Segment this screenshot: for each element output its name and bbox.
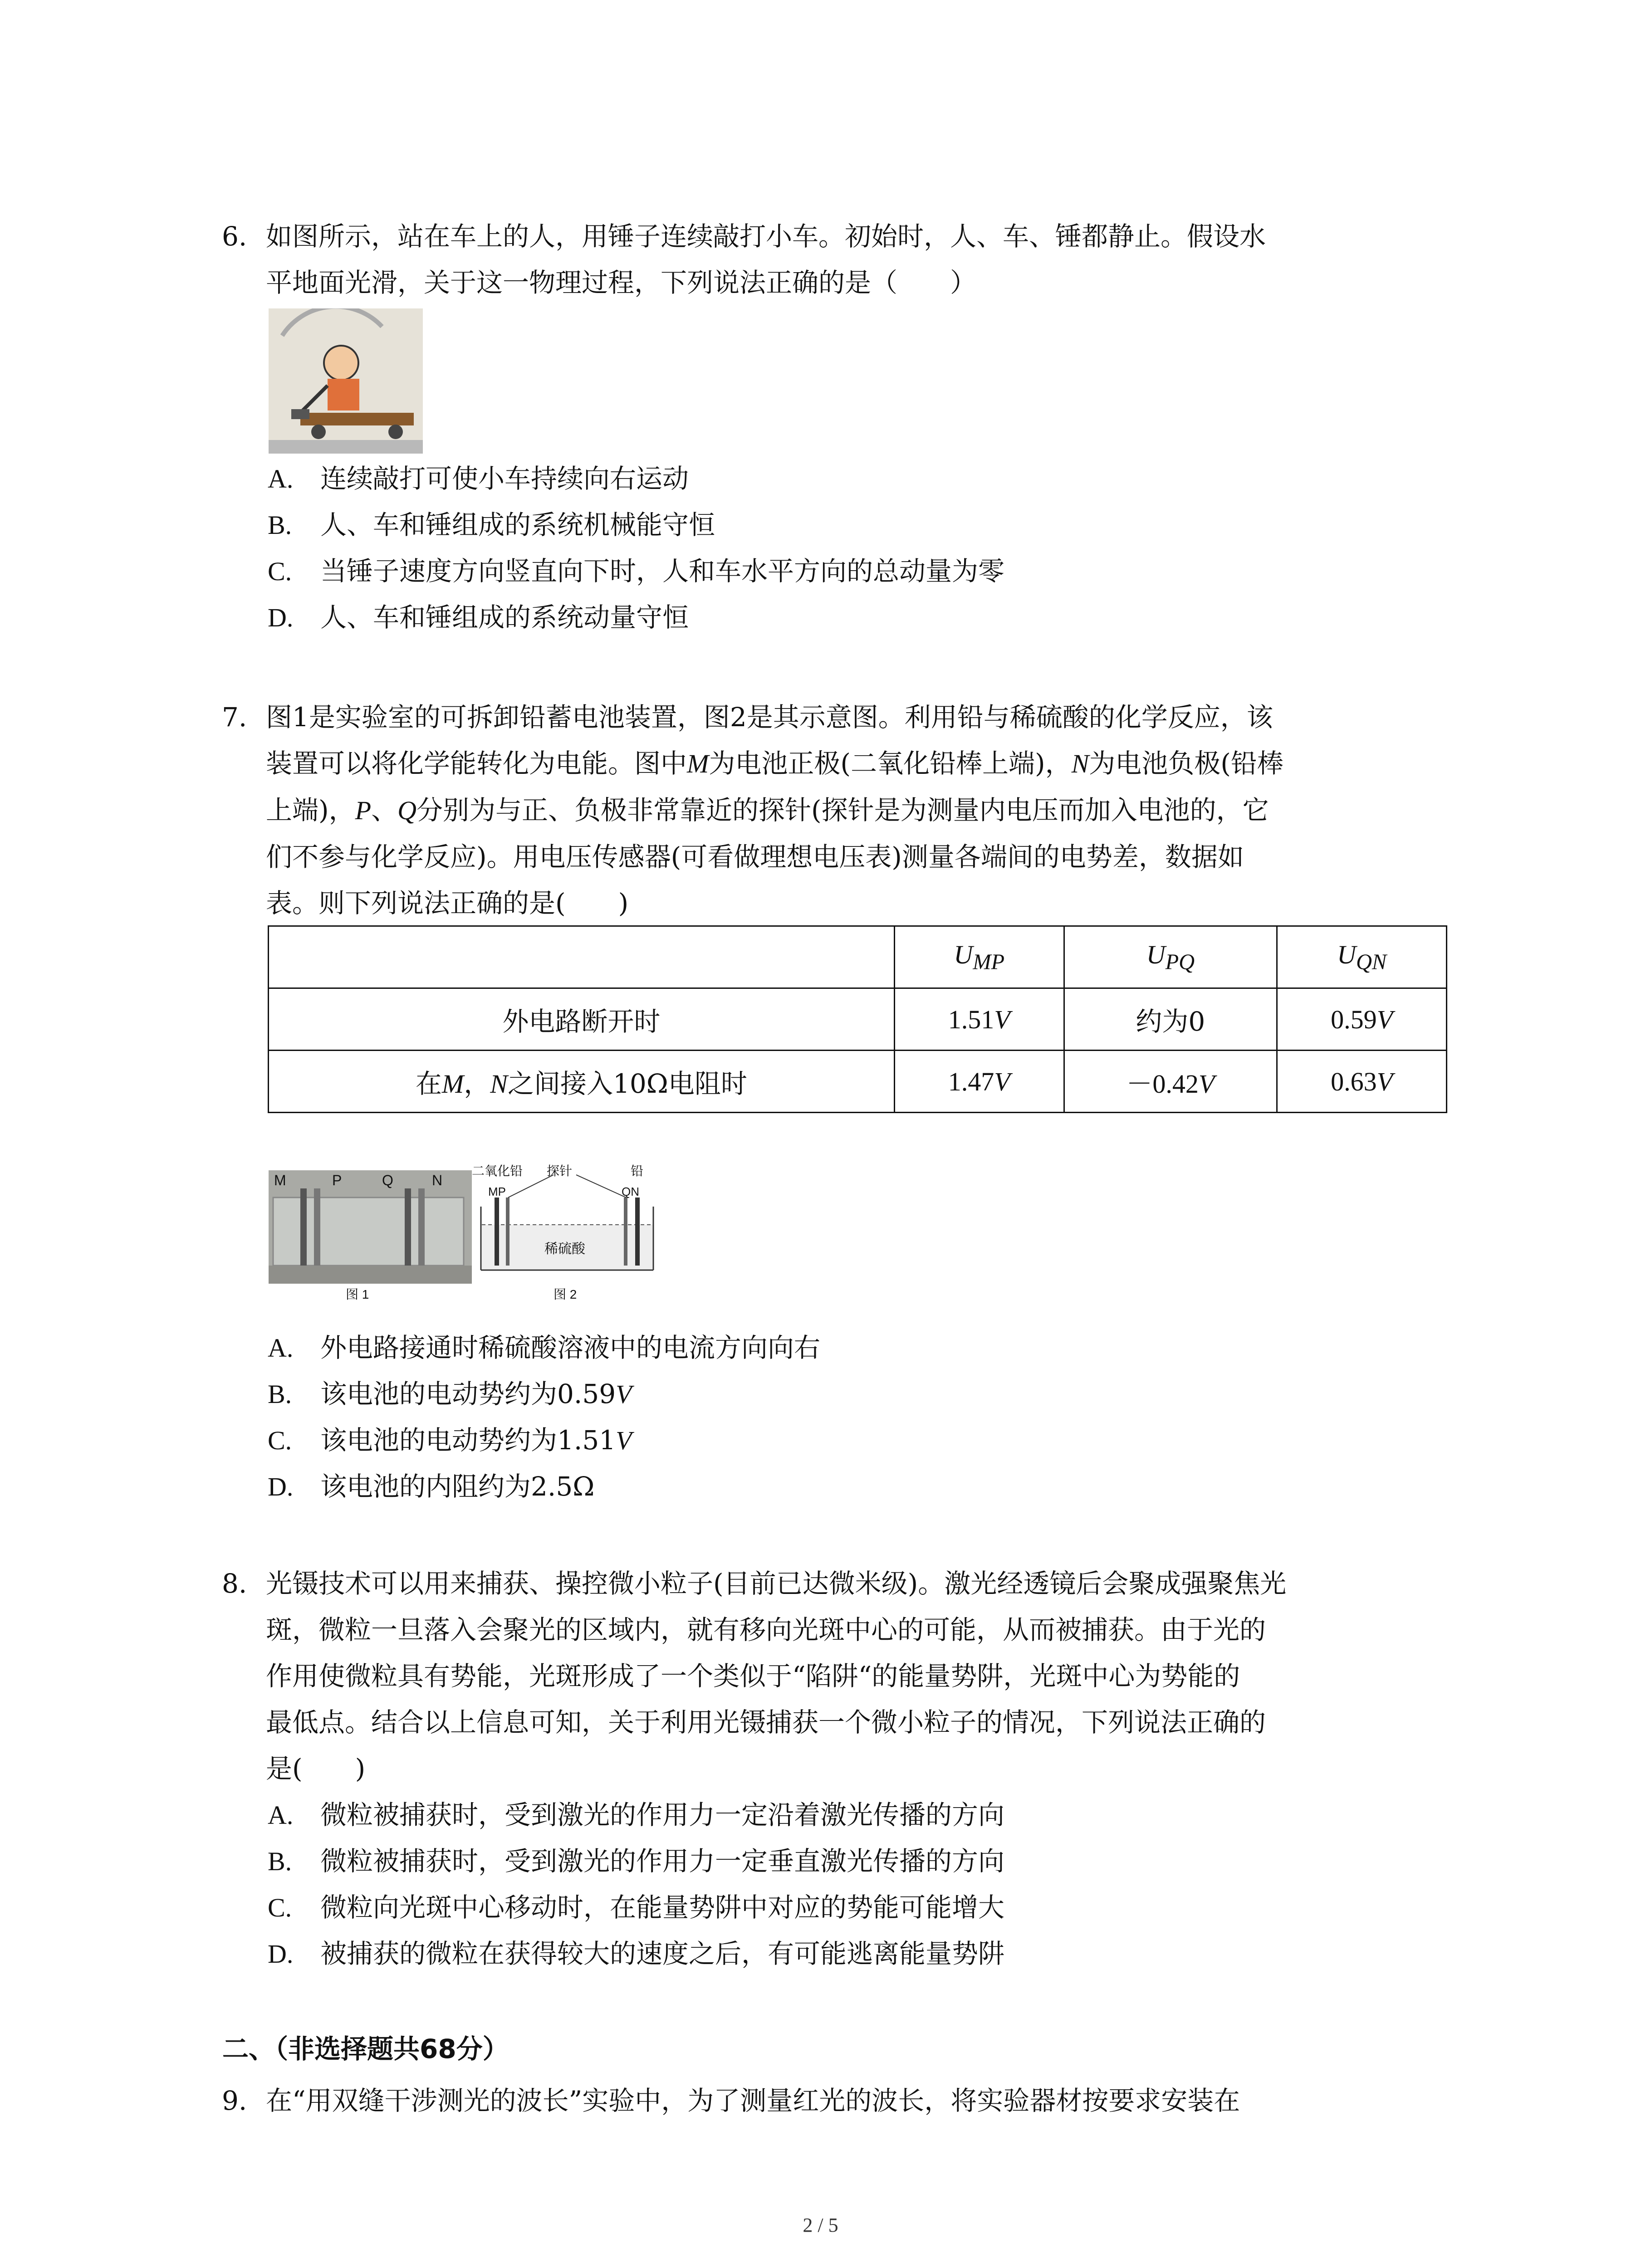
question-9-stem bbox=[222, 2077, 1461, 2124]
text-segment: ， bbox=[464, 1068, 490, 1099]
question-6-option-d[interactable] bbox=[268, 594, 689, 641]
text-segment: 上端)， bbox=[266, 795, 355, 826]
cell-unit: V bbox=[1198, 1069, 1215, 1099]
text-segment: 为电池正极(二氧化铅棒上端)， bbox=[709, 748, 1072, 779]
stem-line: 在“用双缝干涉测光的波长”实验中，为了测量红光的波长，将实验器材按要求安装在 bbox=[266, 2085, 1240, 2116]
cell-value: －0.42 bbox=[1126, 1069, 1199, 1099]
option-letter: C. bbox=[268, 1426, 292, 1455]
table-header-cell bbox=[269, 926, 895, 988]
table-cell bbox=[894, 988, 1064, 1051]
question-8-option-a[interactable] bbox=[268, 1792, 1004, 1838]
label-lead: 铅 bbox=[631, 1163, 644, 1178]
label-dilute-sulfuric-acid: 稀硫酸 bbox=[544, 1241, 585, 1257]
cell-value: 0.63 bbox=[1331, 1066, 1377, 1096]
option-letter: B. bbox=[268, 1847, 292, 1876]
option-letter: A. bbox=[268, 1800, 294, 1830]
option-text: 人、车和锤组成的系统机械能守恒 bbox=[320, 509, 715, 540]
label-lead-dioxide: 二氧化铅 bbox=[472, 1163, 523, 1178]
text-segment: 在 bbox=[415, 1068, 442, 1099]
table-cell bbox=[1277, 988, 1447, 1051]
text-segment: 分别为与正、负极非常靠近的探针(探针是为测量内电压而加入电池的，它 bbox=[416, 795, 1269, 826]
option-letter: C. bbox=[268, 1893, 292, 1922]
question-6-option-a[interactable] bbox=[268, 455, 689, 502]
option-letter: D. bbox=[268, 1939, 294, 1969]
header-symbol: U bbox=[954, 940, 973, 970]
label-probe: 探针 bbox=[547, 1163, 573, 1178]
table-row bbox=[269, 1051, 1447, 1113]
question-number: 8. bbox=[222, 1568, 247, 1599]
figure-1-caption: 图 1 bbox=[346, 1287, 369, 1301]
option-letter: B. bbox=[268, 1379, 292, 1409]
text-segment: 为电池负极(铅棒 bbox=[1089, 748, 1283, 779]
figure-2-caption: 图 2 bbox=[554, 1287, 577, 1301]
stem-line: 光镊技术可以用来捕获、操控微小粒子(目前已达微米级)。激光经透镜后会聚成强聚焦光 bbox=[266, 1568, 1287, 1599]
header-subscript: MP bbox=[973, 950, 1004, 974]
cell-unit: V bbox=[994, 1066, 1010, 1096]
stem-line: 斑，微粒一旦落入会聚光的区域内，就有移向光斑中心的可能，从而被捕获。由于光的 bbox=[266, 1614, 1266, 1645]
header-subscript: PQ bbox=[1165, 950, 1195, 974]
question-6-option-b[interactable] bbox=[268, 502, 715, 548]
table-header-cell bbox=[1277, 926, 1447, 988]
option-unit: V bbox=[616, 1426, 632, 1455]
cell-value: 1.47 bbox=[948, 1066, 994, 1096]
question-8-option-b[interactable] bbox=[268, 1838, 1004, 1885]
table-header-cell bbox=[894, 926, 1064, 988]
label-n: N bbox=[432, 1172, 443, 1188]
stem-line: 图1是实验室的可拆卸铅蓄电池装置，图2是其示意图。利用铅与稀硫酸的化学反应，该 bbox=[266, 702, 1273, 733]
option-letter: A. bbox=[268, 464, 294, 494]
symbol-q: Q bbox=[397, 796, 416, 825]
question-6-option-c[interactable] bbox=[268, 548, 1004, 595]
header-symbol: U bbox=[1146, 940, 1166, 970]
question-6-stem bbox=[222, 213, 1461, 306]
table-header-row bbox=[269, 926, 1447, 988]
table-cell bbox=[269, 1051, 895, 1113]
voltage-data-table bbox=[268, 925, 1447, 1113]
label-q: Q bbox=[382, 1172, 393, 1188]
header-symbol: U bbox=[1337, 940, 1356, 970]
text-segment: 装置可以将化学能转化为电能。图中 bbox=[266, 748, 687, 779]
label-qn: QN bbox=[622, 1185, 639, 1198]
stem-line bbox=[222, 740, 1461, 787]
label-m: M bbox=[274, 1172, 286, 1188]
question-number: 9. bbox=[222, 2085, 247, 2116]
label-p: P bbox=[332, 1172, 342, 1188]
option-text: 微粒向光斑中心移动时，在能量势阱中对应的势能可能增大 bbox=[320, 1892, 1005, 1923]
table-cell: 外电路断开时 bbox=[269, 988, 895, 1051]
option-letter: C. bbox=[268, 557, 292, 586]
cell-unit: V bbox=[1376, 1066, 1393, 1096]
question-7-option-c[interactable] bbox=[268, 1417, 632, 1464]
stem-line: 如图所示，站在车上的人，用锤子连续敲打小车。初始时，人、车、锤都静止。假设水 bbox=[266, 221, 1266, 252]
hammer-cart-figure bbox=[269, 308, 423, 454]
cell-value: 1.51 bbox=[948, 1004, 994, 1034]
symbol-p: P bbox=[355, 796, 372, 825]
table-cell bbox=[1277, 1051, 1447, 1113]
option-text: 该电池的电动势约为0.59 bbox=[320, 1378, 616, 1409]
question-8-option-c[interactable] bbox=[268, 1884, 1004, 1931]
stem-line: 是( ) bbox=[266, 1753, 366, 1784]
option-text: 该电池的内阻约为2.5Ω bbox=[320, 1471, 595, 1502]
question-8-option-d[interactable] bbox=[268, 1931, 1004, 1977]
table-row bbox=[269, 988, 1447, 1051]
page-number: 2 / 5 bbox=[803, 2214, 838, 2236]
cell-value: 0.59 bbox=[1331, 1004, 1377, 1034]
question-7-option-b[interactable] bbox=[268, 1371, 632, 1418]
option-text: 被捕获的微粒在获得较大的速度之后，有可能逃离能量势阱 bbox=[320, 1938, 1005, 1969]
question-7-option-a[interactable] bbox=[268, 1325, 820, 1371]
table-header-cell bbox=[1064, 926, 1277, 988]
option-letter: B. bbox=[268, 510, 292, 540]
option-text: 微粒被捕获时，受到激光的作用力一定沿着激光传播的方向 bbox=[320, 1799, 1005, 1830]
option-unit: V bbox=[616, 1379, 632, 1409]
stem-line: 最低点。结合以上信息可知，关于利用光镊捕获一个微小粒子的情况，下列说法正确的 bbox=[266, 1707, 1266, 1738]
table-cell bbox=[1064, 1051, 1277, 1113]
symbol-m: M bbox=[687, 749, 709, 778]
option-text: 连续敲打可使小车持续向右运动 bbox=[320, 463, 689, 494]
question-number: 7. bbox=[222, 702, 247, 733]
option-text: 微粒被捕获时，受到激光的作用力一定垂直激光传播的方向 bbox=[320, 1846, 1005, 1877]
stem-line: 作用使微粒具有势能，光斑形成了一个类似于“陷阱“的能量势阱，光斑中心为势能的 bbox=[266, 1661, 1240, 1691]
option-text: 当锤子速度方向竖直向下时，人和车水平方向的总动量为零 bbox=[320, 556, 1005, 587]
text-segment: 之间接入10Ω电阻时 bbox=[507, 1068, 747, 1099]
symbol-m: M bbox=[441, 1069, 464, 1099]
header-subscript: QN bbox=[1356, 950, 1387, 974]
table-cell: 约为0 bbox=[1064, 988, 1277, 1051]
table-cell bbox=[894, 1051, 1064, 1113]
figure-2-battery-schematic bbox=[472, 1161, 662, 1302]
option-letter: D. bbox=[268, 603, 294, 632]
option-text: 外电路接通时稀硫酸溶液中的电流方向向右 bbox=[320, 1332, 821, 1363]
option-letter: D. bbox=[268, 1472, 294, 1501]
question-number: 6. bbox=[222, 221, 247, 252]
section-title: 二、（非选择题共68分） bbox=[222, 2033, 509, 2064]
stem-line: 平地面光滑，关于这一物理过程，下列说法正确的是（ ） bbox=[266, 267, 977, 298]
option-text: 该电池的电动势约为1.51 bbox=[320, 1425, 616, 1456]
question-7-option-d[interactable] bbox=[268, 1463, 594, 1510]
option-text: 人、车和锤组成的系统动量守恒 bbox=[320, 602, 689, 633]
question-7-stem bbox=[222, 694, 1461, 926]
symbol-n: N bbox=[490, 1069, 508, 1099]
figure-1-battery-photo bbox=[269, 1170, 475, 1302]
stem-line: 表。则下列说法正确的是( ) bbox=[266, 888, 629, 919]
text-segment: 、 bbox=[371, 795, 398, 826]
question-8-stem bbox=[222, 1560, 1461, 1792]
option-letter: A. bbox=[268, 1333, 294, 1363]
stem-line bbox=[222, 787, 1461, 834]
cell-unit: V bbox=[994, 1004, 1010, 1034]
stem-line: 们不参与化学反应)。用电压传感器(可看做理想电压表)测量各端间的电势差，数据如 bbox=[266, 841, 1244, 872]
symbol-n: N bbox=[1071, 749, 1089, 778]
cell-unit: V bbox=[1376, 1004, 1393, 1034]
label-mp: MP bbox=[488, 1185, 506, 1198]
